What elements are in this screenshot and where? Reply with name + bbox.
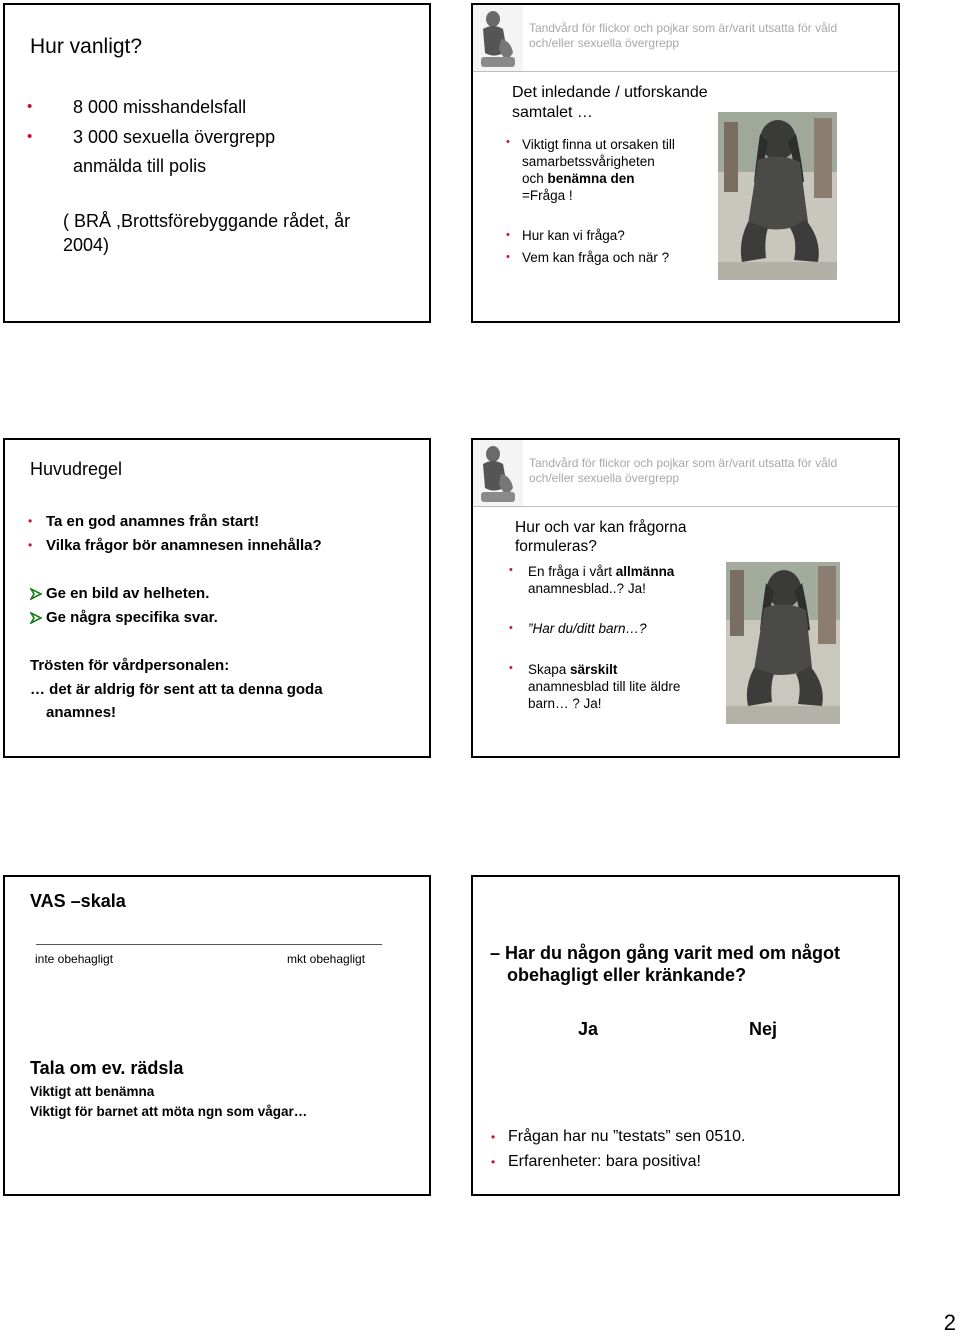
sub-title: Tala om ev. rädsla bbox=[30, 1058, 184, 1078]
statue-photo bbox=[718, 112, 837, 280]
slide-fraga bbox=[471, 875, 900, 1196]
bullet-line: barn… ? Ja! bbox=[528, 696, 602, 711]
bullet-line: anamnesblad..? Ja! bbox=[528, 581, 646, 596]
statue-logo-icon bbox=[473, 5, 523, 71]
heading-line: samtalet … bbox=[512, 104, 593, 121]
bullet-text: Vilka frågor bör anamnesen innehålla? bbox=[46, 537, 322, 554]
bullet-dot-icon: • bbox=[509, 622, 513, 634]
bullet-dot-icon: • bbox=[506, 229, 510, 241]
bullet-dot-icon: • bbox=[491, 1155, 496, 1169]
sub-bullet-text: Ge några specifika svar. bbox=[46, 609, 218, 626]
bullet-line bbox=[528, 563, 674, 580]
comfort-heading: Trösten för vårdpersonalen: bbox=[30, 657, 230, 674]
note-line: Viktigt för barnet att möta ngn som vågar… bbox=[30, 1104, 308, 1119]
source-note-year: 2004) bbox=[63, 235, 110, 255]
heading-line: formuleras? bbox=[515, 538, 597, 555]
text-span: En fråga i vårt bbox=[528, 564, 616, 579]
bullet-text: Vem kan fråga och när ? bbox=[522, 250, 670, 265]
vas-right-label: mkt obehagligt bbox=[287, 952, 366, 966]
slide-title: Huvudregel bbox=[30, 459, 123, 479]
bullet-text: Frågan har nu ”testats” sen 0510. bbox=[508, 1128, 746, 1145]
answer-no: Nej bbox=[749, 1019, 778, 1039]
bullet-line: =Fråga ! bbox=[522, 188, 573, 203]
bullet-dot-icon: • bbox=[506, 136, 510, 148]
sub-bullet-text: Ge en bild av helheten. bbox=[46, 585, 210, 602]
header-divider bbox=[473, 506, 898, 507]
slide-huvudregel bbox=[3, 438, 431, 758]
bullet-dot-icon: • bbox=[509, 564, 513, 576]
comfort-text: … det är aldrig för sent att ta denna goda bbox=[30, 681, 323, 698]
slide-title: Hur vanligt? bbox=[30, 35, 143, 58]
emphasis-text: allmänna bbox=[615, 564, 675, 579]
bullet-text bbox=[522, 136, 675, 204]
bullet-dot-icon: • bbox=[27, 128, 33, 145]
bullet-dot-icon: • bbox=[28, 538, 33, 552]
slide-inledande-samtalet bbox=[471, 3, 900, 323]
slide-vas-skala bbox=[3, 875, 431, 1196]
vas-scale-line bbox=[36, 944, 382, 945]
bullet-text-continued: anmälda till polis bbox=[73, 156, 207, 176]
text-span: och bbox=[522, 171, 548, 186]
header-line: Tandvård för flickor och pojkar som är/varit utsatta för våld bbox=[529, 456, 838, 470]
comfort-text-continued: anamnes! bbox=[46, 704, 117, 721]
slide-hur-och-var bbox=[471, 438, 900, 758]
statue-logo-icon bbox=[473, 440, 523, 506]
heading-line: Hur och var kan frågorna bbox=[515, 519, 687, 536]
source-note: ( BRÅ ,Brottsförebyggande rådet, år bbox=[63, 211, 351, 231]
note-line: Viktigt att benämna bbox=[30, 1084, 155, 1099]
page-number: 2 bbox=[943, 1310, 956, 1335]
bullet-text: Hur kan vi fråga? bbox=[522, 228, 625, 243]
bullet-text: Ta en god anamnes från start! bbox=[46, 513, 260, 530]
slide-title: VAS –skala bbox=[30, 891, 126, 911]
answer-yes: Ja bbox=[578, 1019, 599, 1039]
slide-header bbox=[473, 440, 898, 506]
bullet-line bbox=[528, 661, 680, 678]
text-span: Skapa bbox=[528, 662, 571, 677]
header-line: och/eller sexuella övergrepp bbox=[529, 36, 680, 50]
header-line: Tandvård för flickor och pojkar som är/varit utsatta för våld bbox=[529, 21, 838, 35]
bullet-line: samarbetssvårigheten bbox=[522, 154, 655, 169]
slide-header bbox=[473, 5, 898, 71]
statue-photo bbox=[726, 562, 840, 724]
header-divider bbox=[473, 71, 898, 72]
bullet-dot-icon: • bbox=[491, 1130, 496, 1144]
slide-heading bbox=[515, 518, 686, 556]
bullet-dot-icon: • bbox=[509, 662, 513, 674]
arrow-bullet-icon bbox=[30, 588, 42, 600]
bullet-dot-icon: • bbox=[27, 98, 33, 115]
header-line: och/eller sexuella övergrepp bbox=[529, 471, 680, 485]
question-line: – Har du någon gång varit med om något bbox=[490, 943, 841, 963]
question-text bbox=[490, 942, 840, 986]
header-caption bbox=[529, 21, 889, 51]
emphasis-text: benämna den bbox=[547, 171, 635, 186]
bullet-line: anamnesblad till lite äldre bbox=[528, 679, 681, 694]
bullet-text bbox=[528, 661, 680, 712]
bullet-text bbox=[528, 563, 674, 597]
bullet-text: 3 000 sexuella övergrepp bbox=[73, 127, 276, 147]
bullet-line: Viktigt finna ut orsaken till bbox=[522, 137, 675, 152]
emphasis-text: särskilt bbox=[570, 662, 618, 677]
bullet-dot-icon: • bbox=[506, 251, 510, 263]
bullet-text: Erfarenheter: bara positiva! bbox=[508, 1153, 701, 1170]
bullet-text: ”Har du/ditt barn…? bbox=[528, 621, 647, 636]
arrow-bullet-icon bbox=[30, 612, 42, 624]
header-caption bbox=[529, 456, 889, 486]
slide-heading bbox=[512, 83, 708, 123]
heading-line: Det inledande / utforskande bbox=[512, 84, 708, 101]
vas-left-label: inte obehagligt bbox=[35, 952, 114, 966]
question-line: obehagligt eller kränkande? bbox=[507, 965, 747, 985]
bullet-line bbox=[522, 170, 675, 187]
bullet-dot-icon: • bbox=[28, 514, 33, 528]
slide-hur-vanligt bbox=[3, 3, 431, 323]
bullet-text: 8 000 misshandelsfall bbox=[73, 97, 247, 117]
